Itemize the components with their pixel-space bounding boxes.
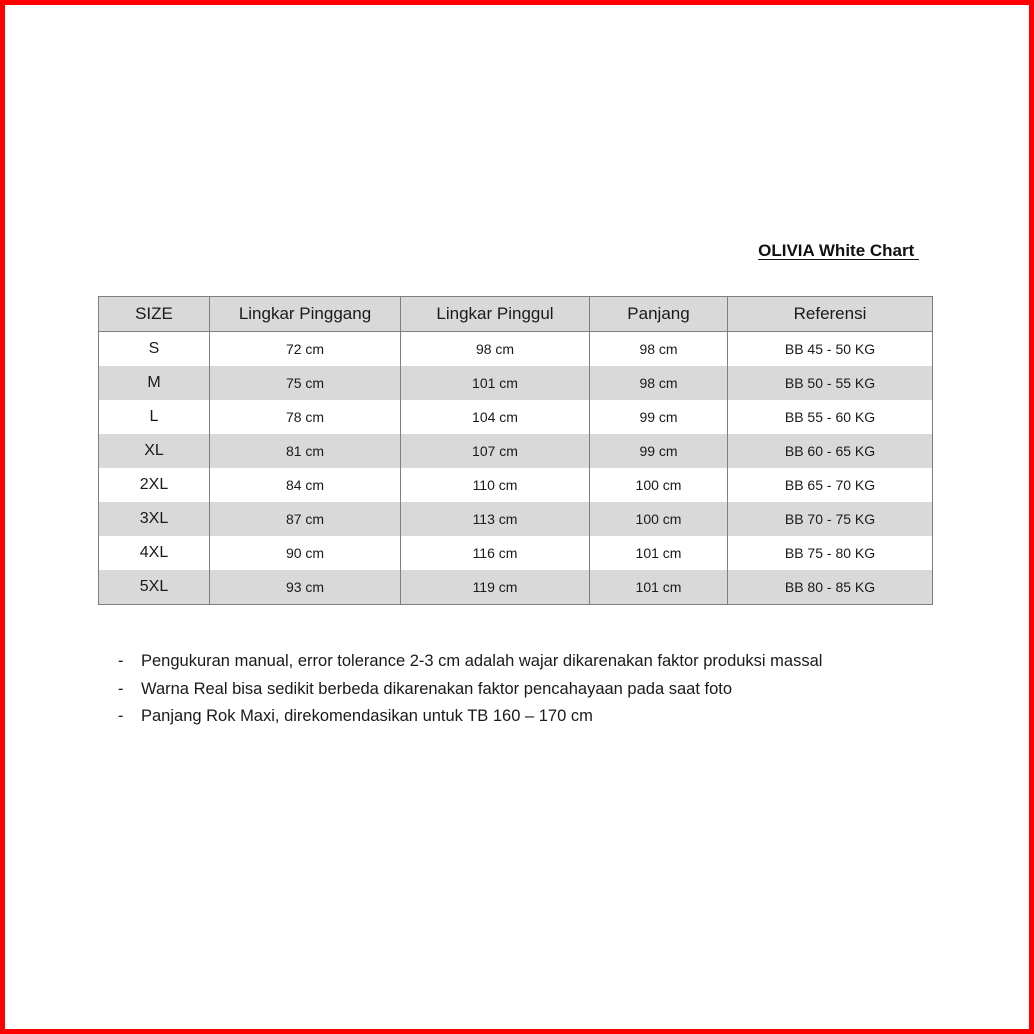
size-cell: XL <box>99 434 210 468</box>
notes-list <box>118 650 978 733</box>
header-panjang: Panjang <box>590 297 728 332</box>
header-lingkar-pinggang: Lingkar Pinggang <box>210 297 401 332</box>
length-cell: 100 cm <box>590 502 728 536</box>
length-cell: 99 cm <box>590 434 728 468</box>
list-item <box>118 678 978 706</box>
size-cell: 2XL <box>99 468 210 502</box>
header-referensi: Referensi <box>728 297 933 332</box>
length-cell: 101 cm <box>590 536 728 570</box>
hip-cell: 104 cm <box>401 400 590 434</box>
table-row <box>99 570 933 605</box>
note-text: Panjang Rok Maxi, direkomendasikan untuk TB 160 – 170 cm <box>141 707 593 725</box>
length-cell: 98 cm <box>590 332 728 367</box>
table-row <box>99 332 933 367</box>
table-row <box>99 502 933 536</box>
reference-cell: BB 45 - 50 KG <box>728 332 933 367</box>
waist-cell: 72 cm <box>210 332 401 367</box>
length-cell: 99 cm <box>590 400 728 434</box>
reference-cell: BB 75 - 80 KG <box>728 536 933 570</box>
chart-title: OLIVIA White Chart <box>758 241 919 260</box>
hip-cell: 119 cm <box>401 570 590 605</box>
size-cell: L <box>99 400 210 434</box>
size-cell: M <box>99 366 210 400</box>
hip-cell: 107 cm <box>401 434 590 468</box>
bullet-dash: - <box>118 679 124 698</box>
waist-cell: 84 cm <box>210 468 401 502</box>
length-cell: 98 cm <box>590 366 728 400</box>
length-cell: 100 cm <box>590 468 728 502</box>
waist-cell: 90 cm <box>210 536 401 570</box>
table-row <box>99 536 933 570</box>
size-cell: 5XL <box>99 570 210 605</box>
table-header-row <box>99 297 933 332</box>
hip-cell: 101 cm <box>401 366 590 400</box>
bullet-dash: - <box>118 707 124 725</box>
header-lingkar-pinggul: Lingkar Pinggul <box>401 297 590 332</box>
waist-cell: 87 cm <box>210 502 401 536</box>
waist-cell: 81 cm <box>210 434 401 468</box>
hip-cell: 113 cm <box>401 502 590 536</box>
length-cell: 101 cm <box>590 570 728 605</box>
reference-cell: BB 70 - 75 KG <box>728 502 933 536</box>
reference-cell: BB 60 - 65 KG <box>728 434 933 468</box>
list-item <box>118 705 978 733</box>
list-item <box>118 650 978 678</box>
header-size: SIZE <box>99 297 210 332</box>
reference-cell: BB 55 - 60 KG <box>728 400 933 434</box>
hip-cell: 110 cm <box>401 468 590 502</box>
note-text: Warna Real bisa sedikit berbeda dikarenakan faktor pencahayaan pada saat foto <box>141 679 733 698</box>
waist-cell: 93 cm <box>210 570 401 605</box>
waist-cell: 78 cm <box>210 400 401 434</box>
size-cell: 3XL <box>99 502 210 536</box>
table-row <box>99 366 933 400</box>
table-row <box>99 468 933 502</box>
reference-cell: BB 65 - 70 KG <box>728 468 933 502</box>
size-chart-table <box>98 296 933 605</box>
hip-cell: 98 cm <box>401 332 590 367</box>
bullet-dash: - <box>118 652 124 670</box>
size-cell: 4XL <box>99 536 210 570</box>
size-cell: S <box>99 332 210 367</box>
table-row <box>99 400 933 434</box>
waist-cell: 75 cm <box>210 366 401 400</box>
reference-cell: BB 50 - 55 KG <box>728 366 933 400</box>
reference-cell: BB 80 - 85 KG <box>728 570 933 605</box>
table-row <box>99 434 933 468</box>
hip-cell: 116 cm <box>401 536 590 570</box>
note-text: Pengukuran manual, error tolerance 2-3 cm adalah wajar dikarenakan faktor produksi massal <box>141 652 823 670</box>
